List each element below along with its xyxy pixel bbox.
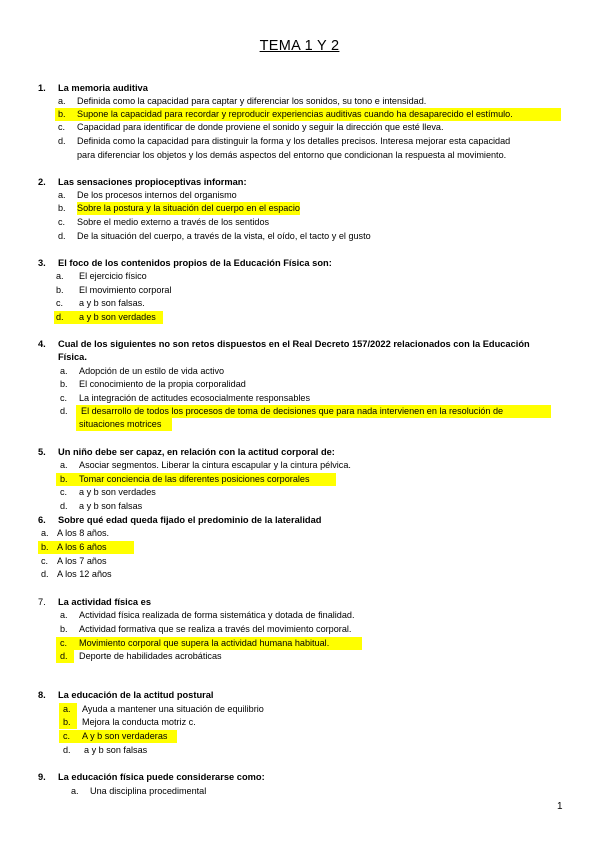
- option-text: A los 7 años: [57, 556, 107, 566]
- option-text: El movimiento corporal: [79, 285, 172, 295]
- question-text: El foco de los contenidos propios de la Educación Física son:: [58, 258, 332, 268]
- page-title: TEMA 1 Y 2: [259, 38, 340, 54]
- option-text: A y b son verdaderas: [82, 731, 168, 741]
- option-text: Asociar segmentos. Liberar la cintura escapular y la cintura pélvica.: [79, 460, 351, 470]
- option-letter: b.: [60, 474, 68, 484]
- option-letter: b.: [58, 203, 66, 213]
- option-letter: a.: [63, 704, 71, 714]
- question-number: 7.: [38, 597, 46, 607]
- option-letter: c.: [60, 393, 68, 403]
- option-text: Definida como la capacidad para captar y diferenciar los sonidos, su tono e intensidad.: [77, 96, 427, 106]
- option-text: De los procesos internos del organismo: [77, 190, 237, 200]
- option-text: Supone la capacidad para recordar y reproducir experiencias auditivas cuando ha desaparecido el estímulo.: [77, 109, 513, 119]
- option-letter: a.: [58, 190, 66, 200]
- option-text: Tomar conciencia de las diferentes posiciones corporales: [79, 474, 310, 484]
- option-letter: d.: [60, 651, 68, 661]
- option-letter: a.: [41, 528, 49, 538]
- option-letter: b.: [56, 285, 64, 295]
- option-letter: b.: [60, 624, 68, 634]
- option-text: De la situación del cuerpo, a través de la vista, el oído, el tacto y el gusto: [77, 231, 371, 241]
- question-text: Un niño debe ser capaz, en relación con la actitud corporal de:: [58, 447, 335, 457]
- option-text: El ejercicio físico: [79, 271, 147, 281]
- option-letter: d.: [58, 231, 66, 241]
- question-text: La educación física puede considerarse como:: [58, 772, 265, 782]
- option-text: a y b son falsas: [79, 501, 143, 511]
- option-letter: d.: [60, 406, 68, 416]
- option-text: a y b son verdades: [79, 487, 156, 497]
- option-letter: a.: [60, 610, 68, 620]
- option-text: a y b son falsas: [84, 745, 148, 755]
- option-text: A los 8 años.: [57, 528, 110, 538]
- option-letter: a.: [60, 460, 68, 470]
- option-text: Una disciplina procedimental: [90, 786, 207, 796]
- option-text: a y b son falsas.: [79, 298, 145, 308]
- question-number: 1.: [38, 83, 46, 93]
- question-number: 2.: [38, 177, 46, 187]
- option-letter: a.: [56, 271, 64, 281]
- question-number: 5.: [38, 447, 46, 457]
- option-text: Actividad formativa que se realiza a través del movimiento corporal.: [79, 624, 352, 634]
- option-text: Capacidad para identificar de donde proviene el sonido y seguir la dirección que esté lleva.: [77, 122, 444, 132]
- option-letter: a.: [58, 96, 66, 106]
- question-number: 4.: [38, 339, 46, 349]
- question-text: La educación de la actitud postural: [58, 690, 214, 700]
- option-letter: d.: [60, 501, 68, 511]
- question-text: Las sensaciones propioceptivas informan:: [58, 177, 247, 187]
- option-text: La integración de actitudes ecosocialmente responsables: [79, 393, 311, 403]
- option-letter: c.: [58, 217, 66, 227]
- option-letter: d.: [63, 745, 71, 755]
- option-text: El desarrollo de todos los procesos de toma de decisiones que para nada intervienen en la resolución de: [81, 406, 504, 416]
- option-letter: d.: [56, 312, 64, 322]
- question-number: 9.: [38, 772, 46, 782]
- page-number: 1: [557, 801, 563, 812]
- option-text: Sobre el medio externo a través de los sentidos: [77, 217, 270, 227]
- option-letter: d.: [41, 569, 49, 579]
- option-text: A los 12 años: [57, 569, 112, 579]
- option-text: A los 6 años: [57, 542, 107, 552]
- option-letter: d.: [58, 136, 66, 146]
- option-text: Definida como la capacidad para distinguir la forma y los detalles precisos. Interesa mejorar esta capacidad: [77, 136, 511, 146]
- option-text: a y b son verdades: [79, 312, 156, 322]
- option-letter: c.: [41, 556, 49, 566]
- option-letter: b.: [60, 379, 68, 389]
- option-text: Adopción de un estilo de vida activo: [79, 366, 225, 376]
- option-text: El conocimiento de la propia corporalidad: [79, 379, 246, 389]
- question-text: Física.: [58, 352, 87, 362]
- question-text: Sobre qué edad queda fijado el predominio de la lateralidad: [58, 515, 322, 525]
- option-text: Sobre la postura y la situación del cuerpo en el espacio: [77, 202, 300, 215]
- option-letter: c.: [60, 487, 68, 497]
- option-letter: c.: [60, 638, 68, 648]
- option-text: Actividad física realizada de forma sistemática y dotada de finalidad.: [79, 610, 355, 620]
- option-letter: a.: [71, 786, 79, 796]
- question-text: La actividad física es: [58, 597, 152, 607]
- option-letter: b.: [63, 717, 71, 727]
- option-text: Ayuda a mantener una situación de equilibrio: [82, 704, 264, 714]
- option-text: Mejora la conducta motriz c.: [82, 717, 196, 727]
- question-text: La memoria auditiva: [58, 83, 148, 93]
- option-letter: b.: [41, 542, 49, 552]
- option-letter: b.: [58, 109, 66, 119]
- question-number: 3.: [38, 258, 46, 268]
- question-number: 8.: [38, 690, 46, 700]
- option-letter: c.: [63, 731, 71, 741]
- option-text: Movimiento corporal que supera la actividad humana habitual.: [79, 638, 330, 648]
- option-text: Deporte de habilidades acrobáticas: [79, 651, 222, 661]
- question-text: Cual de los siguientes no son retos dispuestos en el Real Decreto 157/2022 relacionados con la Educación: [58, 339, 530, 349]
- option-letter: c.: [56, 298, 64, 308]
- option-letter: a.: [60, 366, 68, 376]
- option-text: situaciones motrices: [79, 419, 162, 429]
- option-text: para diferenciar los objetos y los demás aspectos del entorno que condicionan la respuesta al movimiento.: [77, 150, 507, 160]
- question-number: 6.: [38, 515, 46, 525]
- option-letter: c.: [58, 122, 66, 132]
